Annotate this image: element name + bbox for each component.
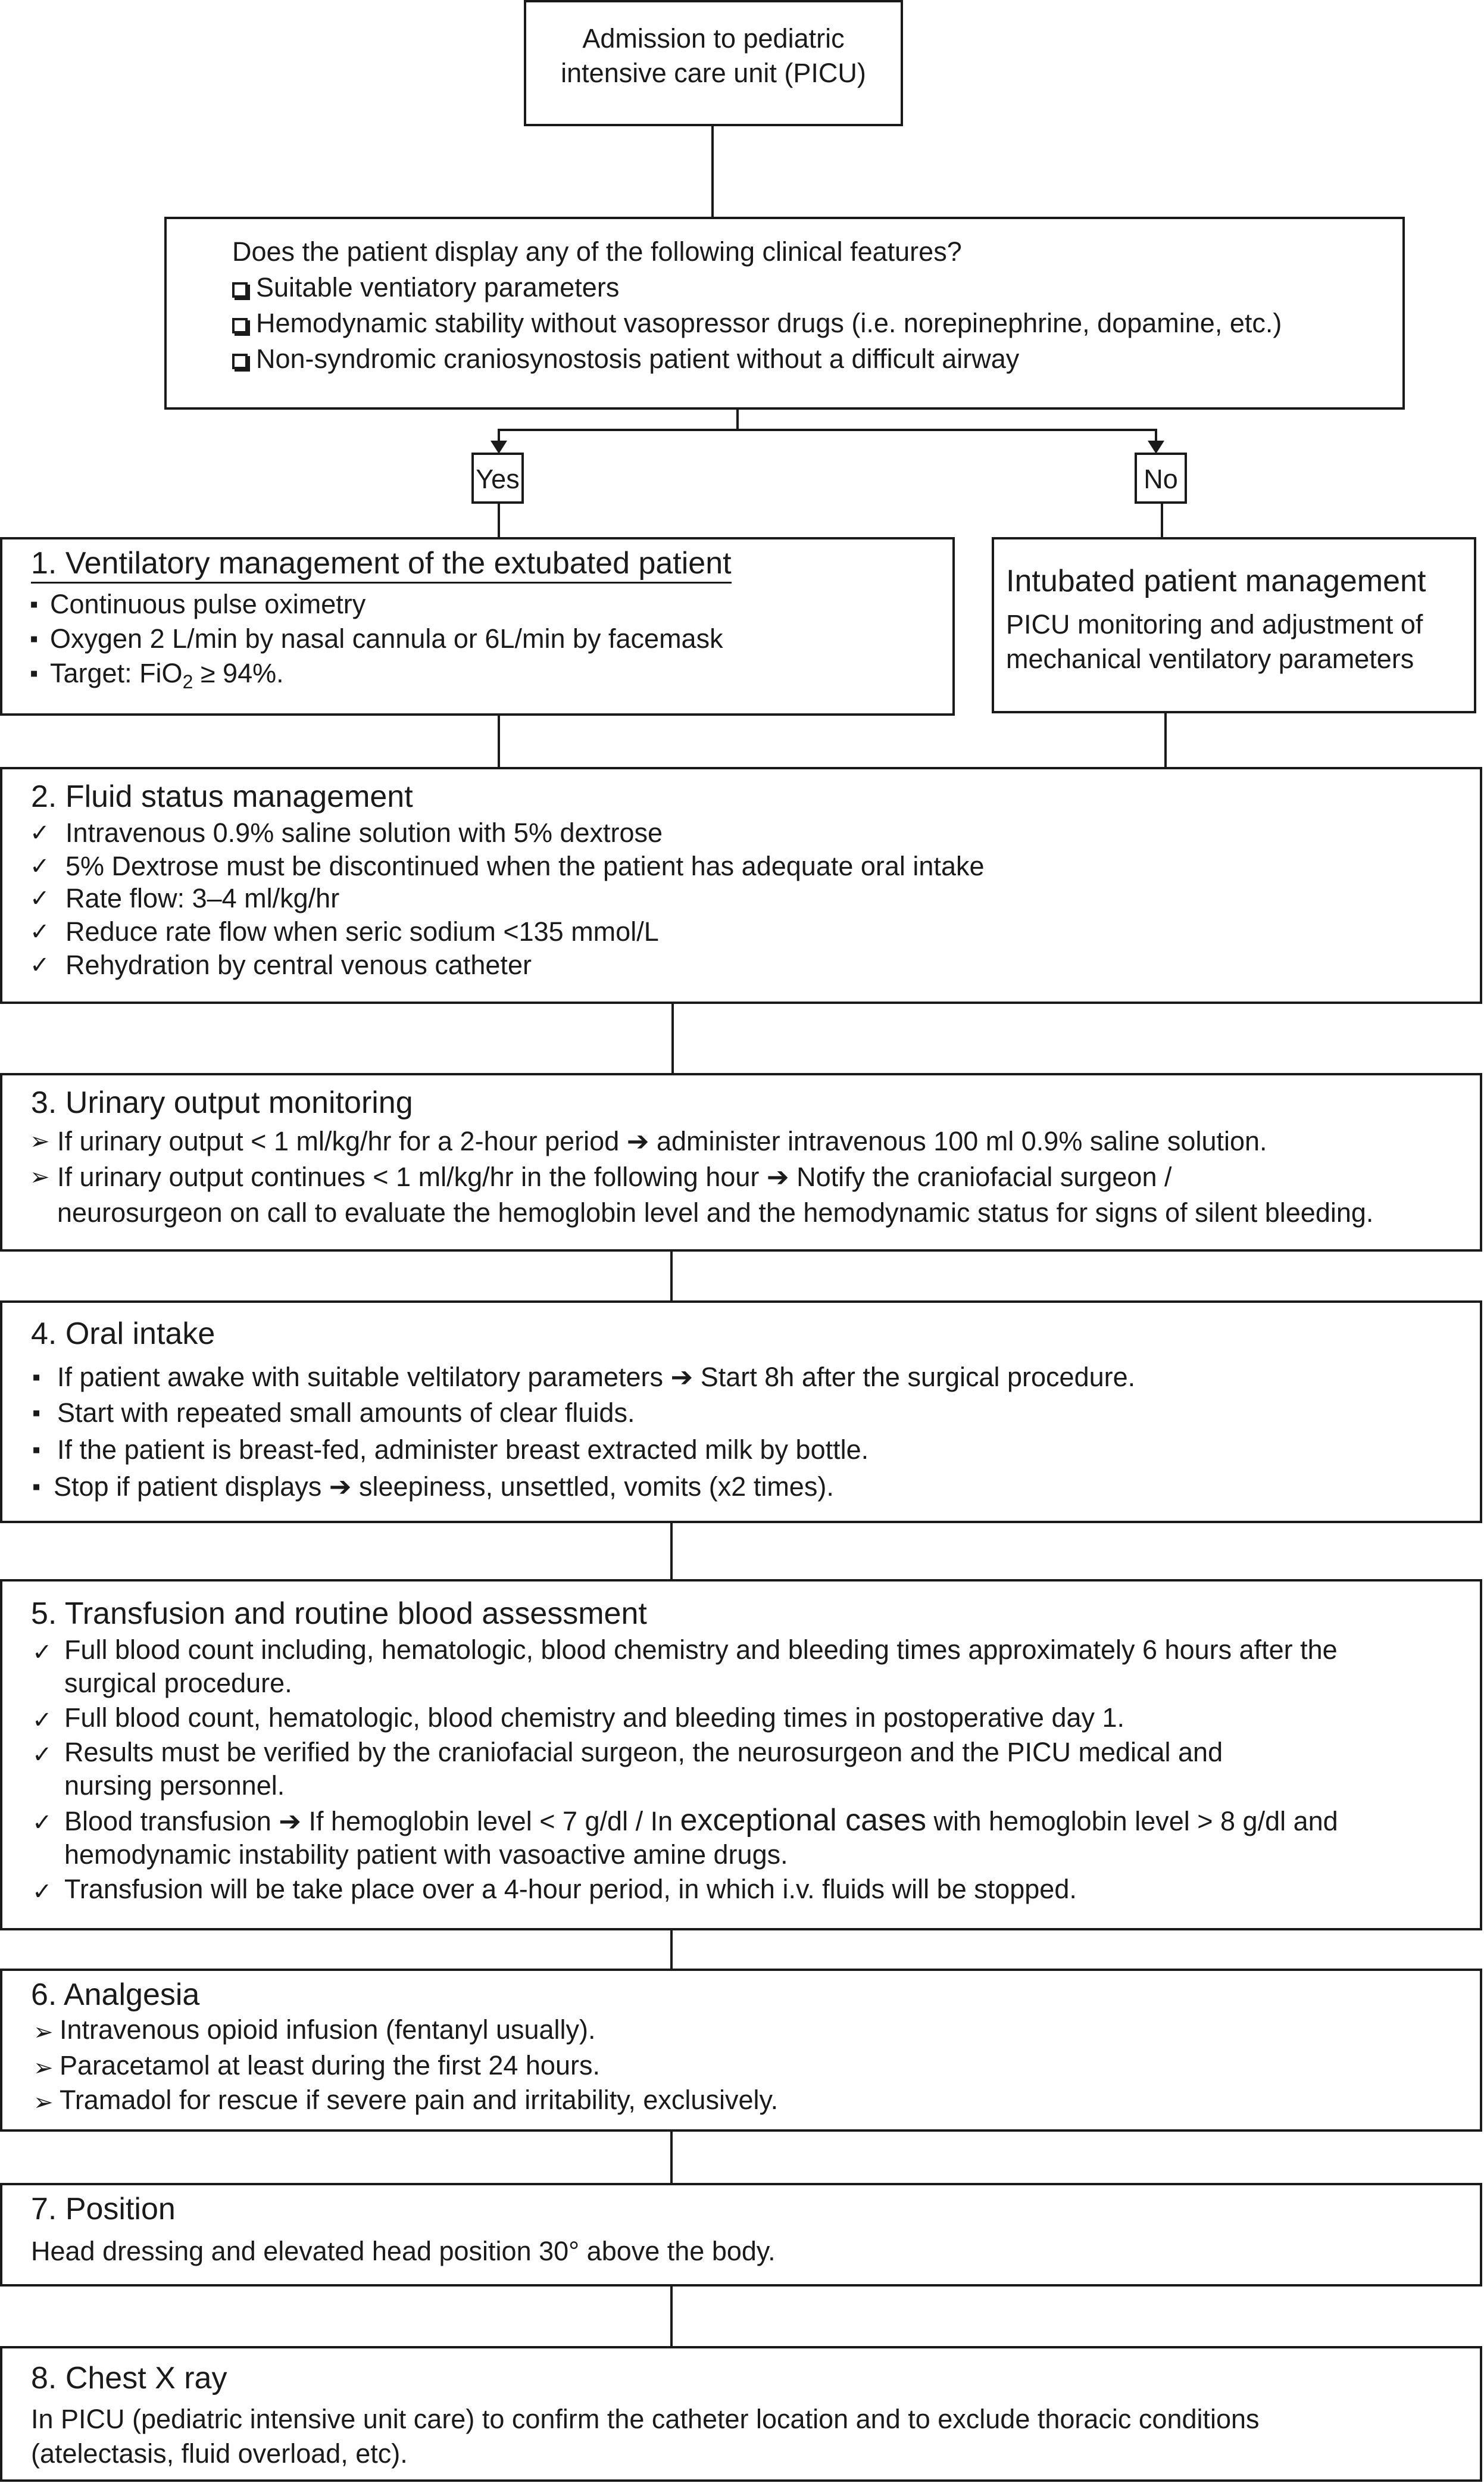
question-item-3: Non-syndromic craniosynostosis patient without a difficult airway <box>232 343 1019 375</box>
pointer-bullet-icon: ➢ <box>33 2089 54 2116</box>
position-text: Head dressing and elevated head position 30° above the body. <box>31 2236 776 2266</box>
connector-split-horizontal <box>498 429 1157 431</box>
transfusion-item-1: Full blood count including, hematologic, blood chemistry and bleeding times approximately 6 hours after the <box>64 1634 1338 1665</box>
urinary-title: 3. Urinary output monitoring <box>31 1085 413 1120</box>
transfusion-item-3: Results must be verified by the craniofacial surgeon, the neurosurgeon and the PICU medical and <box>64 1737 1223 1767</box>
oral-item-3: If the patient is breast-fed, administer breast extracted milk by bottle. <box>57 1434 869 1465</box>
admission-line1: Admission to pediatric <box>582 23 845 54</box>
transfusion-box <box>0 1579 1482 1930</box>
pointer-bullet-icon: ➢ <box>33 2055 54 2081</box>
question-item-1: Suitable ventiatory parameters <box>232 272 619 304</box>
position-title: 7. Position <box>31 2192 176 2226</box>
no-label-box <box>1135 453 1187 504</box>
arrow-no-icon <box>1148 441 1164 454</box>
fluid-item-4: Reduce rate flow when seric sodium <135 mmol/L <box>65 916 659 947</box>
connector-yes-box1 <box>498 503 500 538</box>
square-bullet-icon: ▪ <box>32 1474 41 1500</box>
check-icon: ✓ <box>30 952 50 978</box>
oral-box <box>0 1300 1482 1523</box>
square-bullet-icon: ▪ <box>30 660 39 687</box>
check-icon: ✓ <box>32 1707 52 1733</box>
arrow-right-icon: ➔ <box>670 1362 693 1392</box>
urinary-item-1: If urinary output < 1 ml/kg/hr for a 2-hour period ➔ administer intravenous 100 ml 0.9% saline solution. <box>57 1126 1267 1156</box>
chest-title: 8. Chest X ray <box>31 2361 227 2395</box>
square-bullet-icon: ▪ <box>32 1400 41 1426</box>
urinary-item-2: If urinary output continues < 1 ml/kg/hr in the following hour ➔ Notify the craniofacial surgeon / <box>57 1162 1172 1192</box>
question-item-2: Hemodynamic stability without vasopressor drugs (i.e. norepinephrine, dopamine, etc.) <box>232 307 1282 339</box>
connector-oral-transfusion <box>670 1522 673 1580</box>
check-icon: ✓ <box>30 919 50 945</box>
intubated-line2: mechanical ventilatory parameters <box>1006 644 1414 674</box>
connector-question-split <box>736 408 739 431</box>
fluid-box <box>0 767 1482 1004</box>
oral-item-4: Stop if patient displays ➔ sleepiness, unsettled, vomits (x2 times). <box>54 1471 834 1502</box>
check-icon: ✓ <box>30 853 50 879</box>
ventilatory-box <box>0 537 955 716</box>
analgesia-title: 6. Analgesia <box>31 1977 200 2012</box>
square-bullet-icon: ▪ <box>30 591 39 617</box>
checkbox-icon <box>232 318 248 333</box>
square-bullet-icon: ▪ <box>32 1364 41 1390</box>
pointer-bullet-icon: ➢ <box>30 1164 50 1190</box>
chest-box <box>0 2346 1482 2482</box>
checkbox-icon <box>232 282 248 298</box>
square-bullet-icon: ▪ <box>32 1437 41 1463</box>
ventilatory-item-1: Continuous pulse oximetry <box>50 589 366 619</box>
oral-item-1: If patient awake with suitable veltilatory parameters ➔ Start 8h after the surgical procedure. <box>57 1362 1136 1392</box>
pointer-bullet-icon: ➢ <box>30 1128 50 1155</box>
fluid-item-2: 5% Dextrose must be discontinued when the patient has adequate oral intake <box>65 851 985 881</box>
yes-label: Yes <box>476 464 520 494</box>
check-icon: ✓ <box>32 1639 52 1665</box>
admission-box <box>524 0 903 126</box>
transfusion-item-4-cont: hemodynamic instability patient with vasoactive amine drugs. <box>64 1839 788 1870</box>
arrow-right-icon: ➔ <box>766 1162 789 1192</box>
urinary-item-2-cont: neurosurgeon on call to evaluate the hemoglobin level and the hemodynamic status for signs of silent bleeding. <box>57 1197 1374 1228</box>
chest-line2: (atelectasis, fluid overload, etc). <box>31 2438 408 2469</box>
position-box <box>0 2183 1482 2287</box>
admission-line2: intensive care unit (PICU) <box>561 58 866 88</box>
check-icon: ✓ <box>32 1742 52 1768</box>
connector-no-intubated <box>1161 503 1163 538</box>
fluid-title: 2. Fluid status management <box>31 779 413 814</box>
connector-transfusion-analgesia <box>670 1929 673 1970</box>
transfusion-item-5: Transfusion will be take place over a 4-hour period, in which i.v. fluids will be stopped. <box>64 1874 1077 1904</box>
ventilatory-title: 1. Ventilatory management of the extubated patient <box>31 545 732 581</box>
arrow-right-icon: ➔ <box>279 1806 301 1836</box>
ventilatory-item-2: Oxygen 2 L/min by nasal cannula or 6L/min by facemask <box>50 623 723 654</box>
check-icon: ✓ <box>30 820 50 846</box>
pointer-bullet-icon: ➢ <box>33 2019 54 2045</box>
urinary-box <box>0 1073 1482 1252</box>
connector-analgesia-position <box>670 2130 673 2184</box>
intubated-box <box>992 537 1476 713</box>
oral-title: 4. Oral intake <box>31 1317 215 1351</box>
transfusion-item-3-cont: nursing personnel. <box>64 1770 285 1801</box>
check-icon: ✓ <box>32 1810 52 1836</box>
fluid-item-1: Intravenous 0.9% saline solution with 5% dextrose <box>65 818 663 848</box>
checkbox-icon <box>232 354 248 369</box>
yes-label-box <box>471 453 524 504</box>
intubated-title: Intubated patient management <box>1006 564 1426 598</box>
analgesia-item-2: Paracetamol at least during the first 24 hours. <box>60 2050 600 2080</box>
connector-position-chest <box>670 2285 673 2347</box>
check-icon: ✓ <box>30 885 50 912</box>
question-box <box>164 217 1405 410</box>
no-label: No <box>1144 464 1178 494</box>
question-prompt: Does the patient display any of the following clinical features? <box>232 236 962 267</box>
chest-line1: In PICU (pediatric intensive unit care) to confirm the catheter location and to exclude thoracic conditions <box>31 2404 1260 2434</box>
check-icon: ✓ <box>32 1879 52 1905</box>
fluid-item-5: Rehydration by central venous catheter <box>65 950 532 980</box>
analgesia-item-3: Tramadol for rescue if severe pain and irritability, exclusively. <box>60 2085 779 2115</box>
arrow-yes-icon <box>490 441 507 454</box>
transfusion-title: 5. Transfusion and routine blood assessment <box>31 1596 647 1631</box>
analgesia-box <box>0 1969 1482 2132</box>
intubated-line1: PICU monitoring and adjustment of <box>1006 609 1423 640</box>
ventilatory-target: Target: FiO$_2$ ≥ 94%. <box>50 658 284 693</box>
transfusion-item-1-cont: surgical procedure. <box>64 1668 292 1698</box>
analgesia-item-1: Intravenous opioid infusion (fentanyl usually). <box>60 2014 596 2045</box>
arrow-right-icon: ➔ <box>626 1126 649 1156</box>
connector-urinary-oral <box>670 1250 673 1302</box>
connector-box1-fluid <box>498 715 500 768</box>
fluid-item-3: Rate flow: 3–4 ml/kg/hr <box>65 883 340 913</box>
arrow-right-icon: ➔ <box>329 1471 352 1502</box>
oral-item-2: Start with repeated small amounts of clear fluids. <box>57 1398 635 1428</box>
transfusion-item-2: Full blood count, hematologic, blood chemistry and bleeding times in postoperative day 1. <box>64 1702 1125 1733</box>
connector-admission-question <box>711 125 714 218</box>
transfusion-item-4: Blood transfusion ➔ If hemoglobin level < 7 g/dl / In exceptional cases with hemoglobin level > 8 g/dl and <box>64 1803 1338 1838</box>
connector-intubated-fluid <box>1164 712 1167 768</box>
square-bullet-icon: ▪ <box>30 626 39 652</box>
connector-fluid-urinary <box>671 1003 674 1074</box>
